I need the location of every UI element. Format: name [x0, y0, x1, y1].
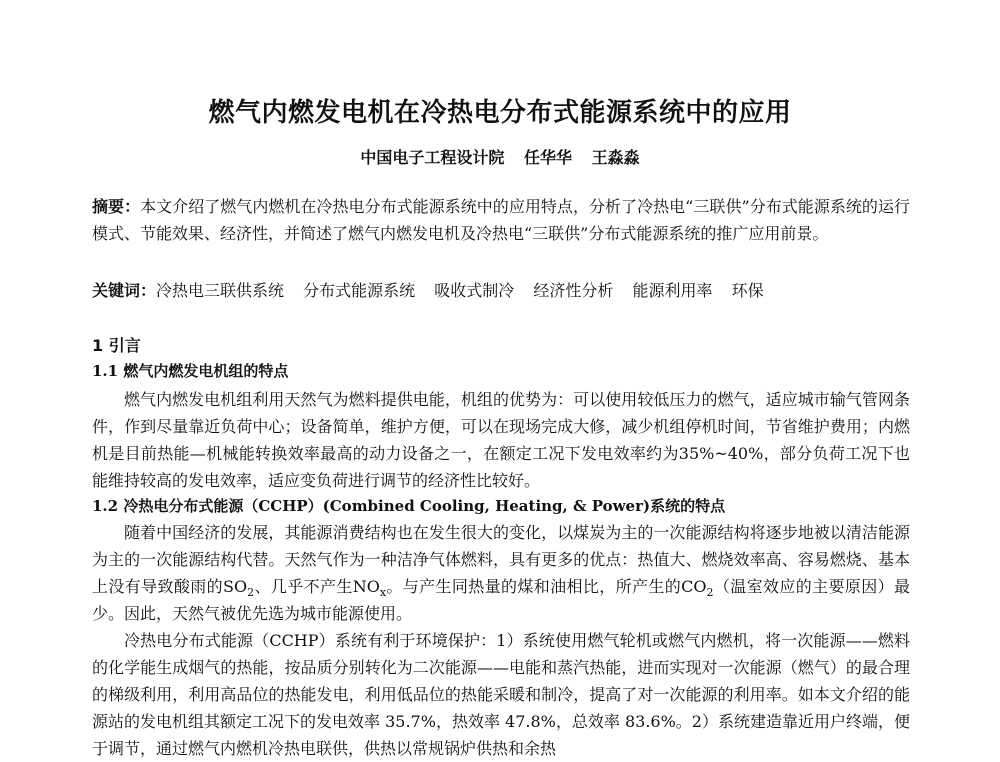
- author-name: 王淼淼: [591, 148, 640, 167]
- subsection-heading: 1.1 燃气内燃发电机组的特点: [92, 362, 289, 380]
- keyword: 经济性分析: [533, 281, 614, 300]
- paragraph-text: 、几乎不产生NO: [254, 577, 380, 596]
- paper-title: 燃气内燃发电机在冷热电分布式能源系统中的应用: [208, 98, 792, 128]
- abstract-text: 本文介绍了燃气内燃机在冷热电分布式能源系统中的应用特点，分析了冷热电“三联供”分布式能源系统的运行模式、节能效果、经济性，并简述了燃气内燃发电机及冷热电“三联供”分布式能源系统的推广应用前景。: [92, 197, 910, 243]
- abstract: [92, 193, 910, 247]
- affiliation: 中国电子工程设计院: [360, 148, 505, 167]
- author-name: 任华华: [523, 148, 572, 167]
- abstract-label: 摘要：: [92, 197, 141, 216]
- author-line: [0, 145, 1000, 168]
- subscript: 2: [247, 586, 255, 600]
- subscript: 2: [706, 586, 714, 600]
- subsection-heading: 1.2 冷热电分布式能源（CCHP）(Combined Cooling, Heating, & Power)系统的特点: [92, 497, 726, 515]
- keywords: [92, 277, 910, 304]
- paragraph-text: 。与产生同热量的煤和油相比，所产生的CO: [386, 577, 707, 596]
- paragraph-text: 随着中国经济的发展，其能源消费结构也在发生很大的变化，以煤炭为主的一次能源结构将逐步地被以清洁能源为主的一次能源结构代替。天然气作为一种洁净气体燃料，具有更多的优点：热值大、燃烧效率高、容易燃烧、基本上没有导致酸雨的SO: [92, 523, 910, 596]
- keywords-label: 关键词：: [92, 281, 157, 300]
- keyword: 环保: [731, 281, 764, 300]
- keyword: 能源利用率: [632, 281, 713, 300]
- section-heading: 1 引言: [92, 336, 141, 355]
- keyword: 吸收式制冷: [434, 281, 515, 300]
- keyword: 分布式能源系统: [303, 281, 416, 300]
- body-paragraph: 冷热电分布式能源（CCHP）系统有利于环境保护：1）系统使用燃气轮机或燃气内燃机，将一次能源——燃料的化学能生成烟气的热能，按品质分别转化为二次能源——电能和蒸汽热能，进而实现对一次能源（燃气）的最合理的梯级利用，利用高品位的热能发电，利用低品位的热能采暖和制冷，提高了对一次能源的利用率。如本文介绍的能源站的发电机组其额定工况下的发电效率 35.7%，热效率 47.8%，总效率 83.6%。2）系统建造靠近用户终端，便于调节，通过燃气内燃机冷热电联供，供热以常规锅炉供热和余热: [92, 631, 910, 758]
- body-paragraph: [92, 519, 910, 627]
- subscript: x: [379, 586, 387, 600]
- body-paragraph: 燃气内燃发电机组利用天然气为燃料提供电能，机组的优势为：可以使用较低压力的燃气，适应城市输气管网条件，作到尽量靠近负荷中心；设备简单，维护方便，可以在现场完成大修，减少机组停机时间，节省维护费用；内燃机是目前热能—机械能转换效率最高的动力设备之一，在额定工况下发电效率约为35%~40%，部分负荷工况下也能维持较高的发电效率，适应变负荷进行调节的经济性比较好。: [92, 390, 910, 490]
- keyword: 冷热电三联供系统: [156, 281, 285, 300]
- paragraph-text: （温室效应的主要原因）最少。因此，天然气被优先选为城市能源使用。: [92, 577, 910, 623]
